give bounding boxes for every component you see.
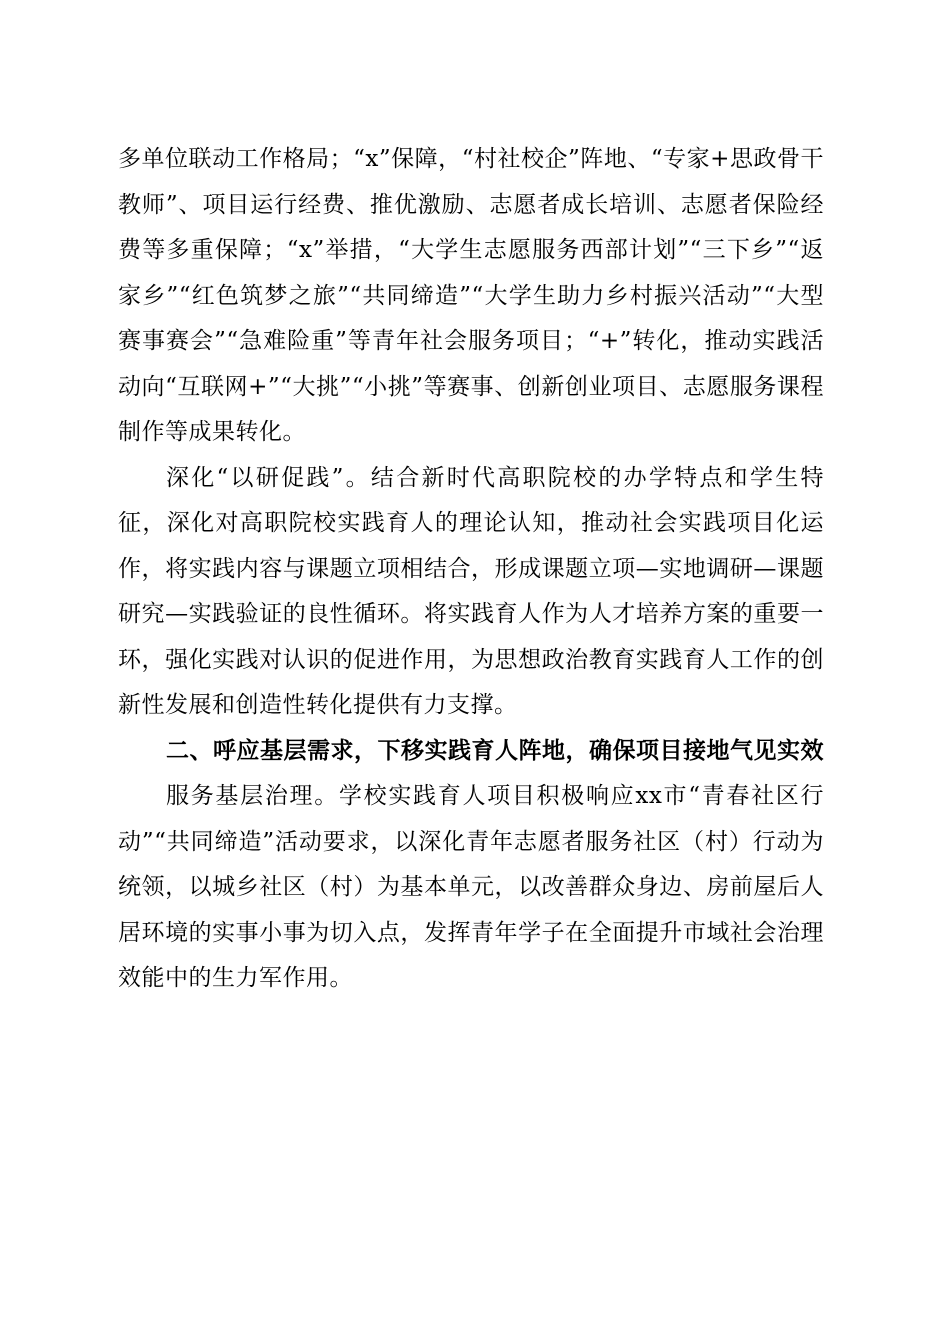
body-paragraph-grassroots-governance: 服务基层治理。学校实践育人项目积极响应xx市“青春社区行动”“共同缔造”活动要求，以深化青年志愿者服务社区（村）行动为统领，以城乡社区（村）为基本单元，以改善群众身边、房前屋后人居环境的实事小事为切入点，发挥青年学子在全面提升市域社会治理效能中的生力军作用。 (118, 783, 824, 991)
document-page (118, 137, 824, 1002)
section-heading-2: 二、呼应基层需求，下移实践育人阵地，确保项目接地气见实效 (166, 737, 824, 764)
body-paragraph-research-practice: 深化“以研促践”。结合新时代高职院校的办学特点和学生特征，深化对高职院校实践育人的理论认知，推动社会实践项目化运作，将实践内容与课题立项相结合，形成课题立项—实地调研—课题研究—实践验证的良性循环。将实践育人作为人才培养方案的重要一环，强化实践对认识的促进作用，为思想政治教育实践育人工作的创新性发展和创造性转化提供有力支撑。 (118, 464, 824, 718)
body-paragraph-guarantees: 多单位联动工作格局；“x”保障，“村社校企”阵地、“专家+思政骨干教师”、项目运行经费、推优激励、志愿者成长培训、志愿者保险经费等多重保障；“x”举措，“大学生志愿服务西部计划”“三下乡”“返家乡”“红色筑梦之旅”“共同缔造”“大学生助力乡村振兴活动”“大型赛事赛会”“急难险重”等青年社会服务项目；“+”转化，推动实践活动向“互联网+”“大挑”“小挑”等赛事、创新创业项目、志愿服务课程制作等成果转化。 (118, 146, 824, 445)
